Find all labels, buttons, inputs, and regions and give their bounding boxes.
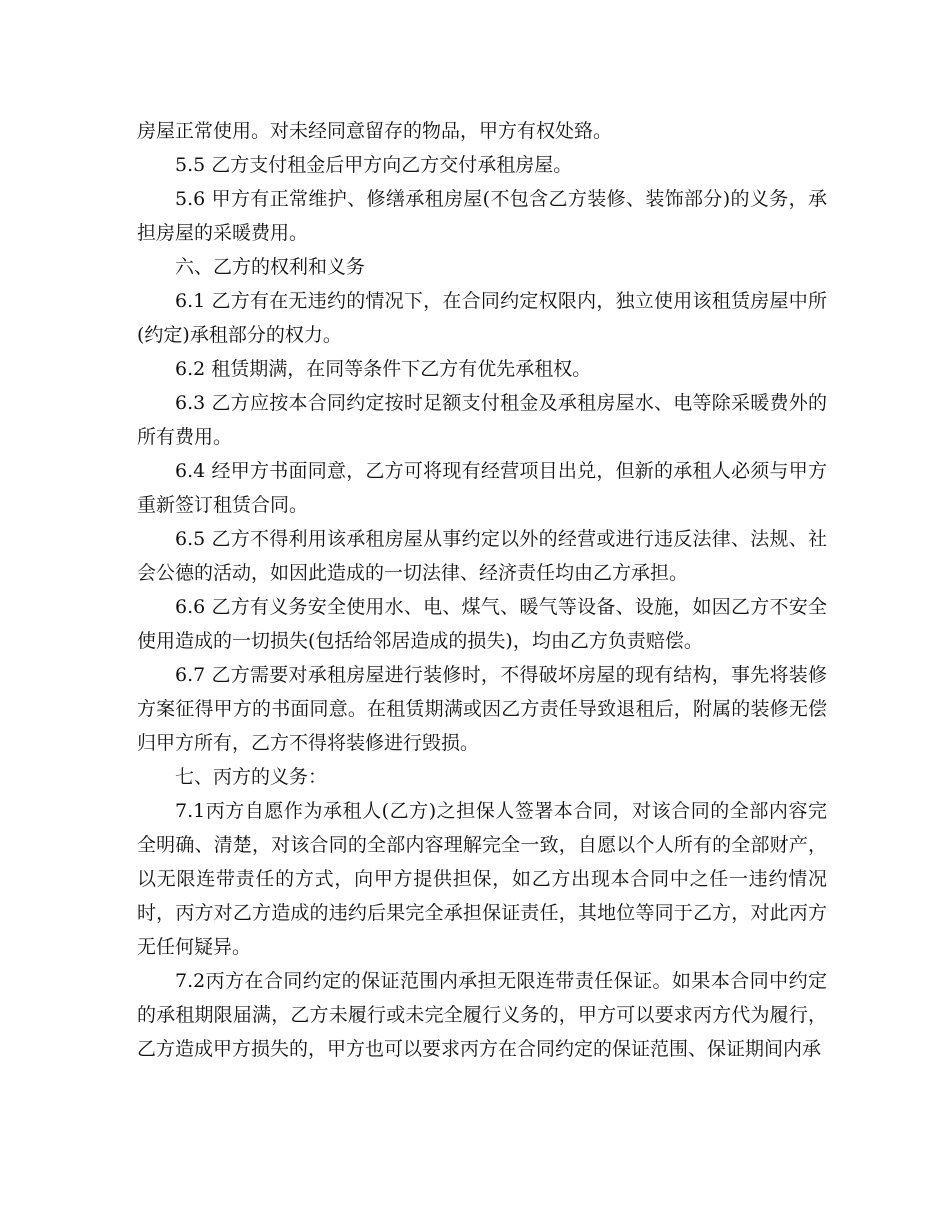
paragraph-6-4: 6.4 经甲方书面同意，乙方可将现有经营项目出兑，但新的承租人必须与甲方重新签订租赁合同。: [137, 460, 827, 516]
document-body: [137, 114, 827, 1066]
paragraph-5-5: 5.5 乙方支付租金后甲方向乙方交付承租房屋。: [175, 154, 573, 176]
paragraph-6-5: 6.5 乙方不得利用该承租房屋从事约定以外的经营或进行违反法律、法规、社会公德的活动，如因此造成的一切法律、经济责任均由乙方承担。: [137, 528, 827, 584]
paragraph-7-1: 7.1丙方自愿作为承租人(乙方)之担保人签署本合同，对该合同的全部内容完全明确、清楚，对该合同的全部内容理解完全一致，自愿以个人所有的全部财产，以无限连带责任的方式，向甲方提供担保，如乙方出现本合同中之任一违约情况时，丙方对乙方造成的违约后果完全承担保证责任，其地位等同于乙方，对此丙方无任何疑异。: [137, 800, 827, 958]
paragraph-6-1: 6.1 乙方有在无违约的情况下，在合同约定权限内，独立使用该租赁房屋中所(约定)承租部分的权力。: [137, 290, 827, 346]
paragraph-6-3: 6.3 乙方应按本合同约定按时足额支付租金及承租房屋水、电等除采暖费外的所有费用。: [137, 392, 827, 448]
paragraph-7-2: 7.2丙方在合同约定的保证范围内承担无限连带责任保证。如果本合同中约定的承租期限届满，乙方未履行或未完全履行义务的，甲方可以要求丙方代为履行，乙方造成甲方损失的，甲方也可以要求丙方在合同约定的保证范围、保证期间内承: [137, 970, 827, 1060]
paragraph-6-6: 6.6 乙方有义务安全使用水、电、煤气、暖气等设备、设施，如因乙方不安全使用造成的一切损失(包括给邻居造成的损失)，均由乙方负责赔偿。: [137, 596, 827, 652]
paragraph-5-6: 5.6 甲方有正常维护、修缮承租房屋(不包含乙方装修、装饰部分)的义务，承担房屋的采暖费用。: [137, 188, 827, 244]
paragraph-6-2: 6.2 租赁期满，在同等条件下乙方有优先承租权。: [175, 358, 592, 380]
paragraph-6-7: 6.7 乙方需要对承租房屋进行装修时，不得破坏房屋的现有结构，事先将装修方案征得甲方的书面同意。在租赁期满或因乙方责任导致退租后，附属的装修无偿归甲方所有，乙方不得将装修进行毁损。: [137, 664, 827, 754]
section-heading-6: 六、乙方的权利和义务: [175, 256, 366, 278]
paragraph-1: 房屋正常使用。对未经同意留存的物品，甲方有权处臵。: [137, 120, 613, 142]
section-heading-7: 七、丙方的义务：: [175, 766, 328, 788]
